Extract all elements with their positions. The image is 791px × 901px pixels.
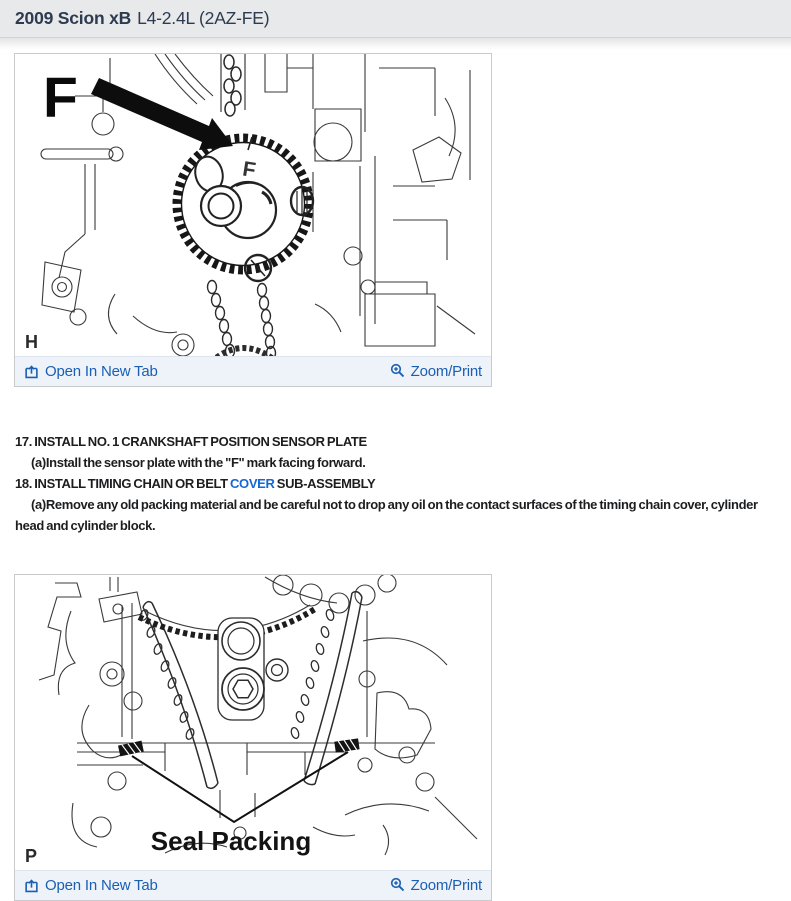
- figure-footer: [15, 356, 491, 386]
- seal-packing-label: Seal Packing: [150, 826, 312, 856]
- figure-footer: [15, 870, 491, 900]
- zoom-print-link[interactable]: [390, 877, 482, 894]
- open-in-new-tab-link[interactable]: [24, 363, 158, 380]
- magnifier-plus-icon: [390, 363, 405, 378]
- figure-panel-seal-packing: [14, 574, 492, 901]
- gear-f-mark: F: [241, 157, 258, 183]
- magnifier-plus-icon: [390, 877, 405, 892]
- seal-packing-drawing: [15, 575, 491, 870]
- zoom-print-label: Zoom/Print: [410, 877, 482, 894]
- open-in-new-tab-icon: [24, 878, 39, 893]
- step-18-title: [15, 473, 776, 494]
- figure-panel-sensor-plate: [14, 53, 492, 387]
- step-17a-text: (a)Install the sensor plate with the "F" mark facing forward.: [31, 455, 366, 470]
- zoom-print-label: Zoom/Print: [410, 363, 482, 380]
- page-header: [0, 0, 791, 38]
- open-in-new-tab-label: Open In New Tab: [45, 363, 158, 380]
- step-18-suffix: SUB-ASSEMBLY: [274, 476, 376, 491]
- seal-packing-figure: [15, 575, 491, 870]
- step-18a-text: (a)Remove any old packing material and be careful not to drop any oil on the contact surfaces of the timing chain cover, cylinder head and cylinder block.: [15, 497, 758, 533]
- step-17-title: 17. INSTALL NO. 1 CRANKSHAFT POSITION SENSOR PLATE: [15, 434, 367, 449]
- sensor-plate-drawing: [15, 54, 491, 356]
- open-in-new-tab-icon: [24, 364, 39, 379]
- seal-packing-pointer-lines: [132, 752, 348, 822]
- f-mark-arrow: [91, 78, 233, 150]
- figure-corner-label: P: [25, 846, 38, 866]
- open-in-new-tab-link[interactable]: [24, 877, 158, 894]
- step-18-prefix: 18. INSTALL TIMING CHAIN OR BELT: [15, 476, 231, 491]
- zoom-print-link[interactable]: [390, 363, 482, 380]
- open-in-new-tab-label: Open In New Tab: [45, 877, 158, 894]
- figure-annotation-f: F: [43, 66, 78, 130]
- page-title-engine: L4-2.4L (2AZ-FE): [137, 8, 270, 28]
- seal-packing-right-marker: [334, 738, 359, 752]
- instruction-text: [15, 431, 776, 536]
- cover-link[interactable]: COVER: [230, 476, 275, 491]
- sensor-plate-figure: [15, 54, 491, 356]
- figure-corner-label: H: [25, 332, 38, 352]
- page-title: 2009 Scion xB: [15, 8, 132, 28]
- header-shadow: [0, 38, 791, 50]
